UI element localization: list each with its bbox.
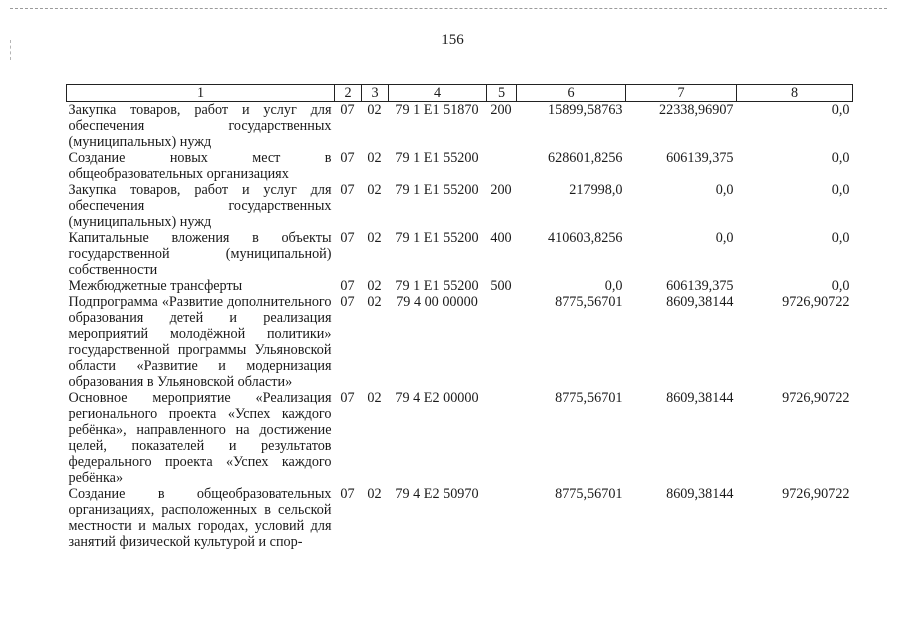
cell-amount-1: 8775,56701 bbox=[555, 390, 623, 406]
table-row bbox=[67, 486, 853, 550]
header-cell-1: 1 bbox=[67, 85, 335, 102]
cell-amount-2: 8609,38144 bbox=[666, 390, 734, 406]
page-number: 156 bbox=[441, 32, 464, 48]
cell-expense-type: 500 bbox=[490, 278, 512, 294]
cell-expense-type bbox=[487, 150, 517, 182]
cell-section: 07 bbox=[340, 294, 355, 310]
cell-name: Капитальные вложения в объекты государственной (муниципальной) собственности bbox=[68, 230, 332, 278]
cell-section: 07 bbox=[340, 102, 355, 118]
cell-expense-type bbox=[487, 294, 517, 390]
cell-target-code: 79 4 00 00000 bbox=[396, 294, 478, 310]
cell-amount-1: 410603,8256 bbox=[548, 230, 623, 246]
table-row bbox=[67, 102, 853, 151]
cell-section: 07 bbox=[340, 150, 355, 166]
header-cell-7: 7 bbox=[626, 85, 737, 102]
scan-edge-top bbox=[10, 8, 887, 9]
cell-name: Закупка товаров, работ и услуг для обеспечения государственных (муниципальных) нужд bbox=[68, 182, 332, 230]
cell-target-code: 79 1 E1 55200 bbox=[395, 150, 479, 166]
cell-subsection: 02 bbox=[367, 150, 382, 166]
table-row bbox=[67, 390, 853, 486]
cell-amount-2: 606139,375 bbox=[666, 150, 734, 166]
cell-amount-2: 0,0 bbox=[715, 230, 734, 246]
cell-section: 07 bbox=[340, 230, 355, 246]
cell-name: Подпрограмма «Развитие дополнительного образования детей и реализация мероприятий молодёжной политики» государственной программы Ульяновской области «Развитие и модернизация образования в Ульяновской области» bbox=[68, 294, 332, 390]
table-row bbox=[67, 182, 853, 230]
cell-target-code: 79 1 E1 55200 bbox=[395, 182, 479, 198]
cell-amount-3: 0,0 bbox=[831, 150, 850, 166]
cell-target-code: 79 4 E2 00000 bbox=[395, 390, 479, 406]
cell-expense-type: 200 bbox=[490, 102, 512, 118]
cell-amount-3: 0,0 bbox=[831, 102, 850, 118]
cell-target-code: 79 4 E2 50970 bbox=[395, 486, 479, 502]
table-row bbox=[67, 230, 853, 278]
cell-amount-3: 9726,90722 bbox=[782, 486, 850, 502]
cell-section: 07 bbox=[340, 390, 355, 406]
cell-name: Основное мероприятие «Реализация регионального проекта «Успех каждого ребёнка», направленного на достижение целей, показателей и результатов федерального проекта «Успех каждого ребёнка» bbox=[68, 390, 332, 486]
cell-amount-2: 606139,375 bbox=[666, 278, 734, 294]
cell-amount-1: 628601,8256 bbox=[548, 150, 623, 166]
cell-expense-type bbox=[487, 486, 517, 550]
cell-amount-1: 0,0 bbox=[604, 278, 623, 294]
cell-amount-2: 22338,96907 bbox=[659, 102, 734, 118]
header-cell-8: 8 bbox=[737, 85, 853, 102]
cell-subsection: 02 bbox=[367, 486, 382, 502]
table-row bbox=[67, 278, 853, 294]
header-cell-2: 2 bbox=[335, 85, 362, 102]
cell-amount-1: 15899,58763 bbox=[548, 102, 623, 118]
cell-subsection: 02 bbox=[367, 230, 382, 246]
cell-section: 07 bbox=[340, 278, 355, 294]
cell-amount-2: 0,0 bbox=[715, 182, 734, 198]
header-cell-3: 3 bbox=[362, 85, 389, 102]
cell-expense-type bbox=[487, 390, 517, 486]
budget-table bbox=[66, 84, 853, 550]
cell-amount-3: 9726,90722 bbox=[782, 390, 850, 406]
cell-target-code: 79 1 E1 55200 bbox=[395, 230, 479, 246]
cell-subsection: 02 bbox=[367, 102, 382, 118]
cell-name: Создание в общеобразовательных организациях, расположенных в сельской местности и малых городах, условий для занятий физической культурой и спор- bbox=[68, 486, 332, 550]
cell-subsection: 02 bbox=[367, 182, 382, 198]
header-cell-5: 5 bbox=[487, 85, 517, 102]
cell-expense-type: 200 bbox=[490, 182, 512, 198]
cell-name: Межбюджетные трансферты bbox=[68, 278, 243, 294]
cell-target-code: 79 1 E1 55200 bbox=[395, 278, 479, 294]
table-row bbox=[67, 294, 853, 390]
cell-section: 07 bbox=[340, 486, 355, 502]
cell-amount-3: 0,0 bbox=[831, 182, 850, 198]
cell-amount-1: 8775,56701 bbox=[555, 486, 623, 502]
table-row bbox=[67, 150, 853, 182]
cell-name: Создание новых мест в общеобразовательных организациях bbox=[68, 150, 332, 182]
cell-section: 07 bbox=[340, 182, 355, 198]
cell-target-code: 79 1 E1 51870 bbox=[395, 102, 479, 118]
cell-amount-2: 8609,38144 bbox=[666, 486, 734, 502]
cell-subsection: 02 bbox=[367, 294, 382, 310]
cell-name: Закупка товаров, работ и услуг для обеспечения государственных (муниципальных) нужд bbox=[68, 102, 332, 150]
cell-amount-2: 8609,38144 bbox=[666, 294, 734, 310]
cell-amount-1: 8775,56701 bbox=[555, 294, 623, 310]
header-cell-6: 6 bbox=[517, 85, 626, 102]
cell-amount-1: 217998,0 bbox=[569, 182, 623, 198]
cell-subsection: 02 bbox=[367, 390, 382, 406]
cell-amount-3: 0,0 bbox=[831, 230, 850, 246]
header-cell-4: 4 bbox=[389, 85, 487, 102]
cell-expense-type: 400 bbox=[490, 230, 512, 246]
cell-amount-3: 0,0 bbox=[831, 278, 850, 294]
cell-amount-3: 9726,90722 bbox=[782, 294, 850, 310]
header-row bbox=[67, 85, 853, 102]
cell-subsection: 02 bbox=[367, 278, 382, 294]
